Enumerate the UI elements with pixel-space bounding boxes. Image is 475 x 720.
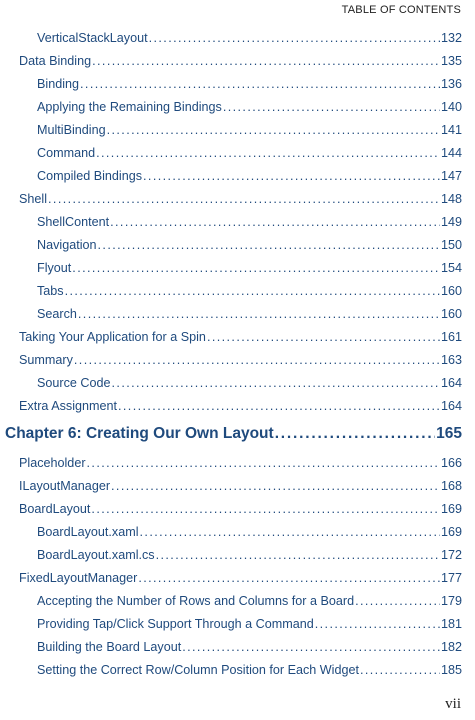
dot-leader xyxy=(355,594,440,608)
dot-leader xyxy=(112,376,440,390)
toc-entry-page: 169 xyxy=(440,525,462,539)
toc-entry-page: 169 xyxy=(440,502,462,516)
toc-entry-page: 181 xyxy=(440,617,462,631)
toc-entry[interactable] xyxy=(37,31,462,51)
toc-entry-title: Providing Tap/Click Support Through a Command xyxy=(37,617,314,631)
toc-entry-page: 168 xyxy=(440,479,462,493)
toc-entry-title: Chapter 6: Creating Our Own Layout xyxy=(5,425,274,442)
toc-entry[interactable] xyxy=(37,77,462,97)
toc-entry[interactable] xyxy=(19,192,462,212)
page-number: vii xyxy=(445,696,461,712)
toc-entry-title: Tabs xyxy=(37,284,64,298)
toc-entry[interactable] xyxy=(19,54,462,74)
toc-entry[interactable] xyxy=(19,479,462,499)
dot-leader xyxy=(98,238,440,252)
toc-entry-title: Taking Your Application for a Spin xyxy=(19,330,206,344)
toc-entry[interactable] xyxy=(37,594,462,614)
dot-leader xyxy=(118,399,440,413)
toc-entry-title: Shell xyxy=(19,192,48,206)
toc-entry[interactable] xyxy=(37,100,462,120)
toc-entry-page: 163 xyxy=(440,353,462,367)
toc-entry-page: 164 xyxy=(440,376,462,390)
toc-entry[interactable] xyxy=(37,284,462,304)
dot-leader xyxy=(74,353,440,367)
toc-entry-page: 154 xyxy=(440,261,462,275)
dot-leader xyxy=(149,31,440,45)
toc-entry[interactable] xyxy=(37,146,462,166)
dot-leader xyxy=(156,548,440,562)
toc-entry[interactable] xyxy=(37,640,462,660)
dot-leader xyxy=(207,330,440,344)
dot-leader xyxy=(72,261,440,275)
dot-leader xyxy=(110,215,440,229)
toc-entry-page: 182 xyxy=(440,640,462,654)
toc-entry-title: Accepting the Number of Rows and Columns for a Board xyxy=(37,594,355,608)
toc-entry-title: BoardLayout xyxy=(19,502,91,516)
dot-leader xyxy=(65,284,440,298)
toc-entry[interactable] xyxy=(37,215,462,235)
dot-leader xyxy=(80,77,440,91)
toc-entry-page: 135 xyxy=(440,54,462,68)
toc-entry-title: Command xyxy=(37,146,96,160)
toc-entry-title: ShellContent xyxy=(37,215,110,229)
dot-leader xyxy=(87,456,440,470)
toc-entry-title: Binding xyxy=(37,77,80,91)
dot-leader xyxy=(182,640,440,654)
toc-entry-title: Setting the Correct Row/Column Position for Each Widget xyxy=(37,663,359,677)
dot-leader xyxy=(315,617,440,631)
toc-entry[interactable] xyxy=(37,123,462,143)
toc-entry[interactable] xyxy=(37,169,462,189)
toc-entry-page: 160 xyxy=(440,307,462,321)
dot-leader xyxy=(143,169,440,183)
toc-entry-page: 150 xyxy=(440,238,462,252)
toc-entry-page: 185 xyxy=(440,663,462,677)
dot-leader xyxy=(92,54,440,68)
toc-entry[interactable] xyxy=(37,307,462,327)
toc-entry-title: VerticalStackLayout xyxy=(37,31,148,45)
toc-entry[interactable] xyxy=(19,353,462,373)
dot-leader xyxy=(223,100,440,114)
toc-entry-title: Data Binding xyxy=(19,54,92,68)
toc-entry[interactable] xyxy=(37,376,462,396)
toc-entry-page: 144 xyxy=(440,146,462,160)
toc-entry-page: 177 xyxy=(440,571,462,585)
toc-entry-title: FixedLayoutManager xyxy=(19,571,138,585)
toc-entry-page: 160 xyxy=(440,284,462,298)
toc-entry[interactable] xyxy=(37,663,462,683)
dot-leader xyxy=(360,663,440,677)
toc-entry-title: Placeholder xyxy=(19,456,86,470)
toc-entry-title: BoardLayout.xaml.cs xyxy=(37,548,155,562)
dot-leader xyxy=(96,146,440,160)
toc-entry[interactable] xyxy=(37,617,462,637)
toc-entry-title: BoardLayout.xaml xyxy=(37,525,139,539)
toc-entry[interactable] xyxy=(19,456,462,476)
toc-entry-title: ILayoutManager xyxy=(19,479,111,493)
toc-entry[interactable] xyxy=(37,548,462,568)
toc-entry-page: 148 xyxy=(440,192,462,206)
toc-entry-title: Flyout xyxy=(37,261,72,275)
toc-entry-page: 149 xyxy=(440,215,462,229)
toc-entry[interactable] xyxy=(37,525,462,545)
dot-leader xyxy=(138,571,440,585)
dot-leader xyxy=(48,192,440,206)
toc-entry-page: 166 xyxy=(440,456,462,470)
toc-entry-page: 140 xyxy=(440,100,462,114)
toc-entry-page: 147 xyxy=(440,169,462,183)
toc-entry-page: 132 xyxy=(440,31,462,45)
dot-leader xyxy=(140,525,440,539)
dot-leader xyxy=(91,502,440,516)
toc-entry-title: Building the Board Layout xyxy=(37,640,182,654)
toc-entry-page: 164 xyxy=(440,399,462,413)
dot-leader xyxy=(275,425,435,443)
toc-entry-title: Compiled Bindings xyxy=(37,169,143,183)
toc-entry-title: Applying the Remaining Bindings xyxy=(37,100,222,114)
toc-entry-title: Extra Assignment xyxy=(19,399,117,413)
toc-entry-page: 141 xyxy=(440,123,462,137)
dot-leader xyxy=(111,479,440,493)
toc-entry[interactable] xyxy=(37,238,462,258)
dot-leader xyxy=(78,307,440,321)
toc-entry-page: 172 xyxy=(440,548,462,562)
toc-entry[interactable] xyxy=(19,330,462,350)
toc-entry-title: MultiBinding xyxy=(37,123,106,137)
running-head: TABLE OF CONTENTS xyxy=(341,4,461,16)
toc-entry[interactable] xyxy=(19,571,462,591)
toc-entry[interactable] xyxy=(37,261,462,281)
toc-entry-page: 136 xyxy=(440,77,462,91)
dot-leader xyxy=(107,123,440,137)
toc-entry[interactable] xyxy=(19,399,462,419)
toc-entry-title: Source Code xyxy=(37,376,111,390)
toc-entry-title: Navigation xyxy=(37,238,97,252)
toc-entry-title: Summary xyxy=(19,353,73,367)
toc-entry[interactable] xyxy=(19,502,462,522)
toc-entry-page: 161 xyxy=(440,330,462,344)
toc-entry-page: 165 xyxy=(436,425,462,442)
toc-entry-title: Search xyxy=(37,307,77,321)
toc-chapter-entry[interactable] xyxy=(5,425,462,451)
toc-entry-page: 179 xyxy=(440,594,462,608)
